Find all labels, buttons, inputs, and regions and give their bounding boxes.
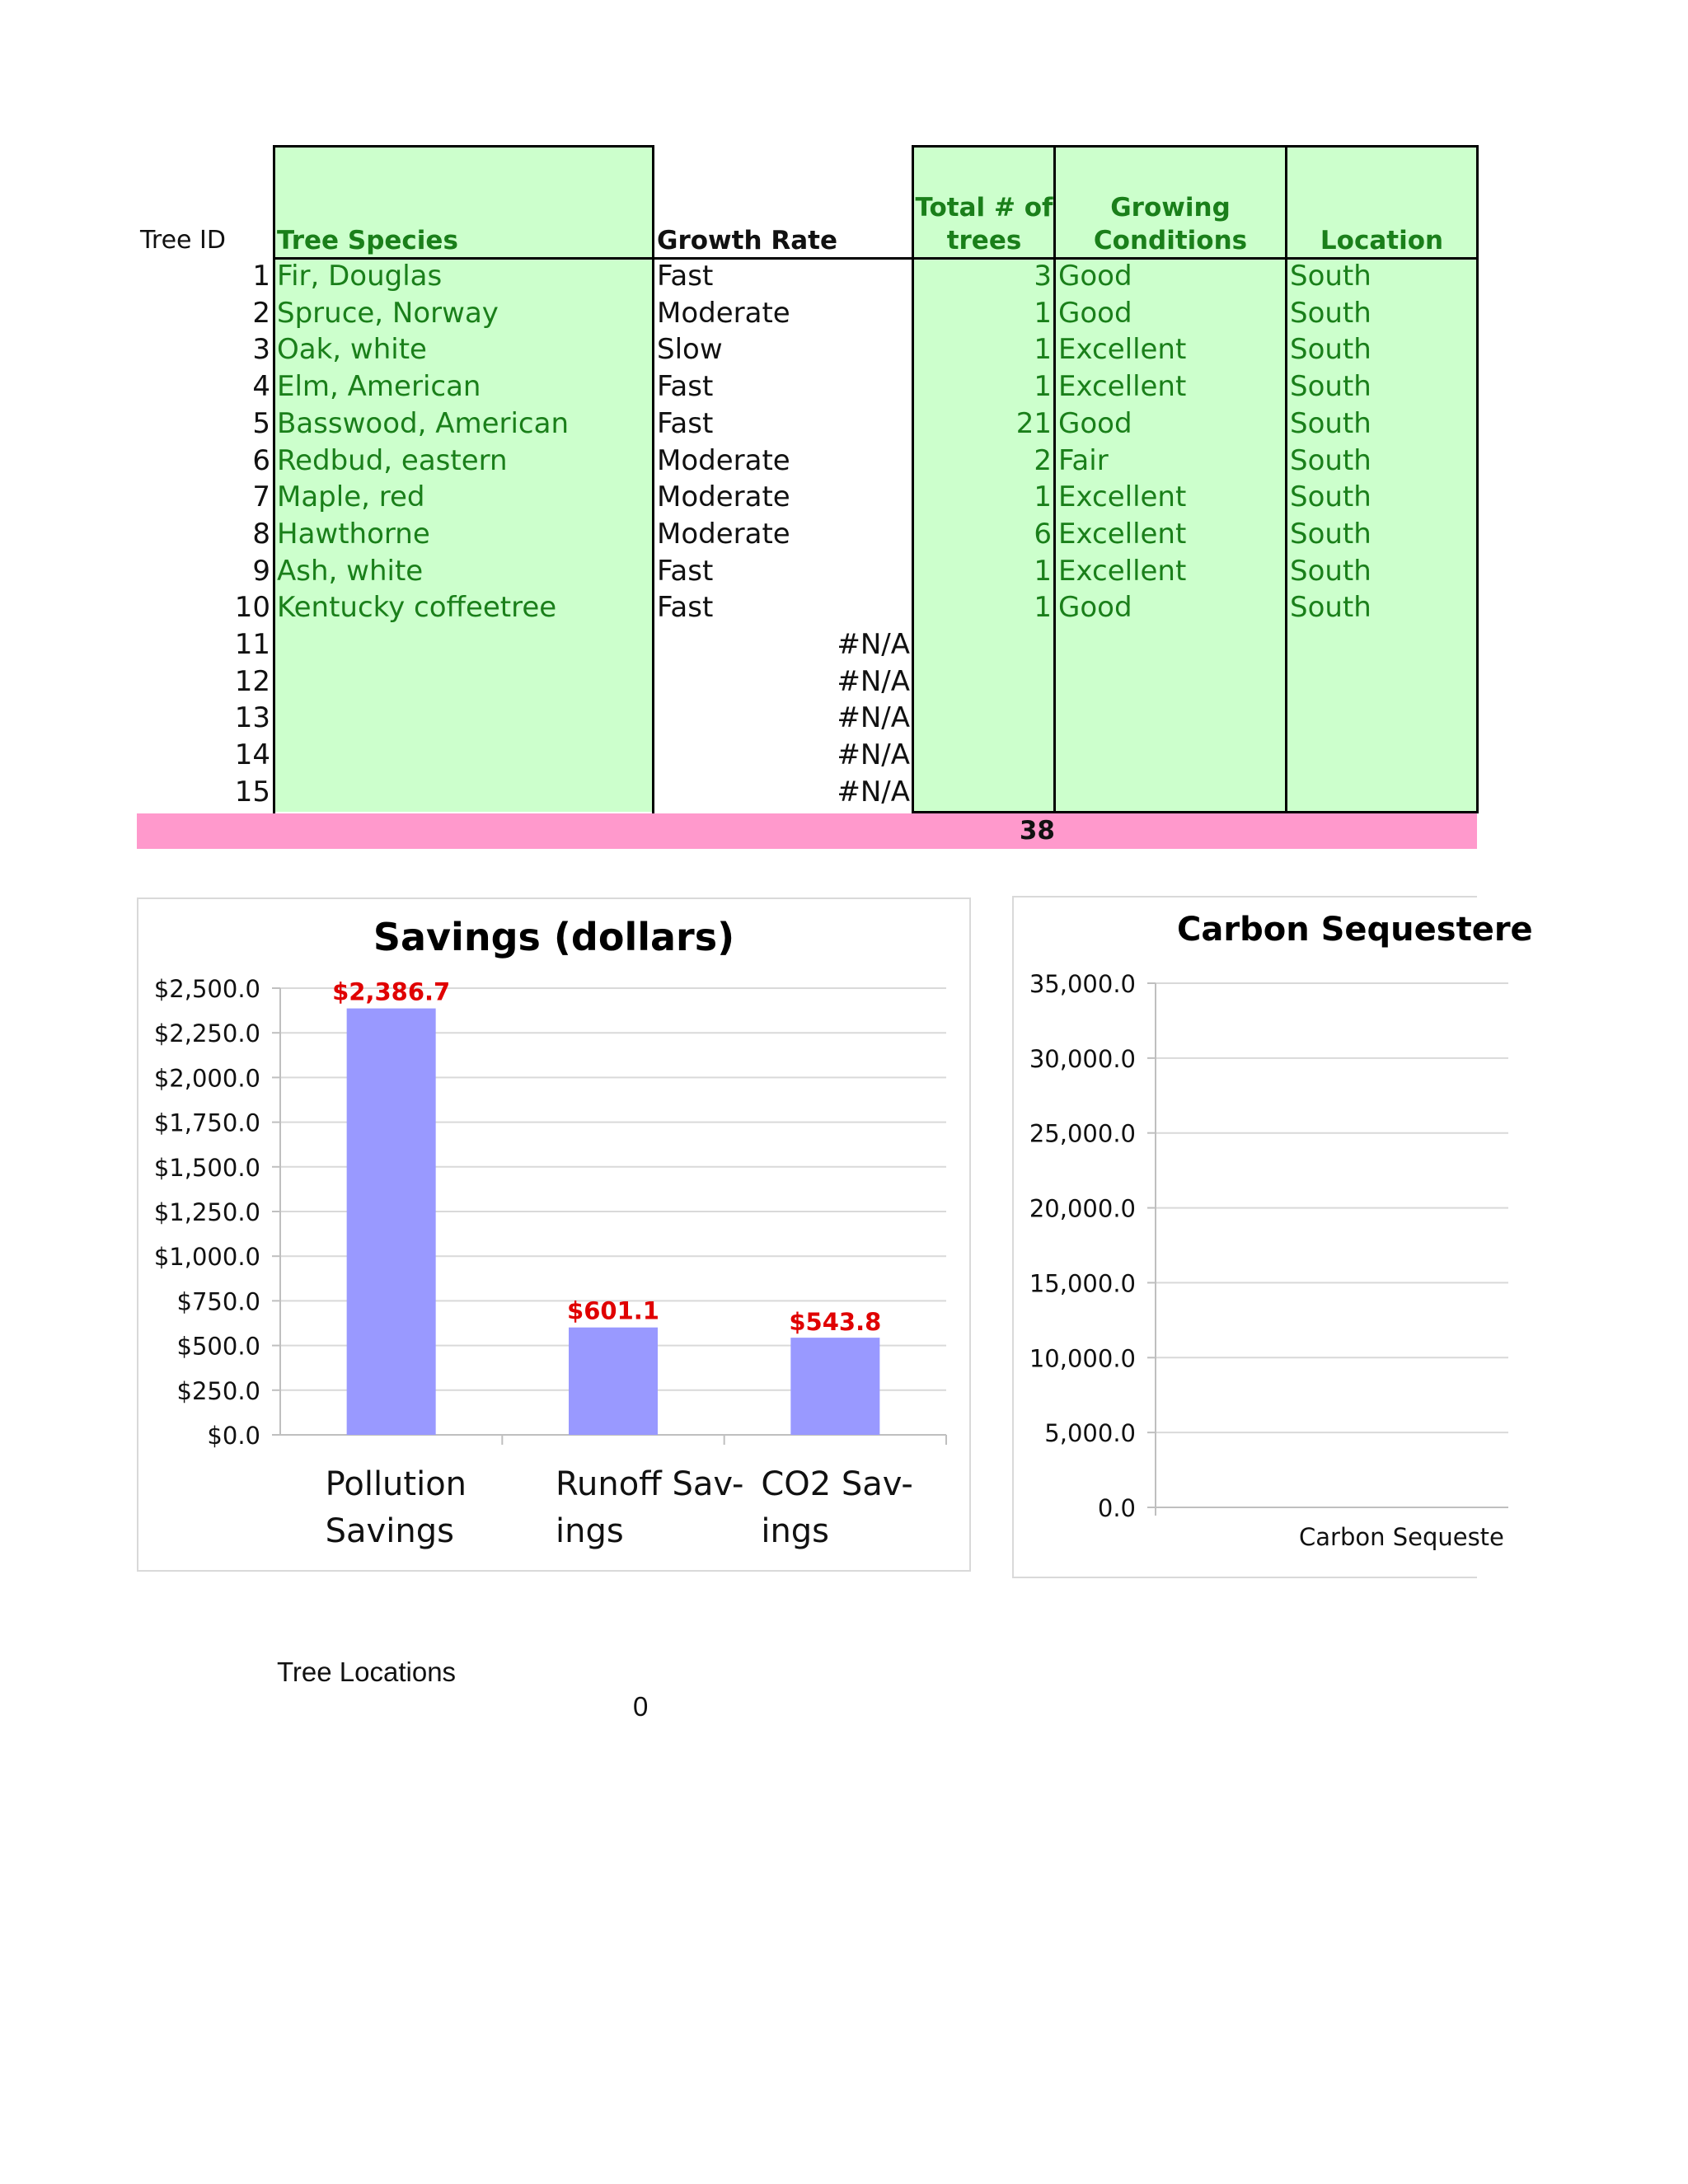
species-border-left [273,145,275,813]
y-tick-label: $1,250.0 [153,1198,260,1226]
row-tree-id: 1 [252,260,270,293]
group-border-right [1476,145,1479,813]
chart-title: Savings (dollars) [373,915,735,959]
category-label: Runoff Sav- [556,1465,744,1503]
tree-locations-value: 0 [633,1691,649,1722]
row-growing-conditions: Good [1058,591,1132,625]
data-label-3: $543.8 [789,1308,882,1337]
row-growing-conditions: Good [1058,260,1132,293]
header-total-trees-line2: trees [946,226,1022,255]
row-tree-id: 8 [252,517,270,551]
row-tree-id: 5 [252,406,270,440]
row-tree-id: 7 [252,480,270,514]
data-label-2: $601.1 [567,1296,659,1325]
row-growing-conditions: Excellent [1058,517,1187,551]
grand-total-value: 38 [1019,816,1055,846]
row-total-trees: 1 [1034,554,1052,588]
savings-chart-svg [138,899,969,1570]
row-tree-species [277,737,649,774]
data-label-1: $2,386.7 [332,977,451,1006]
y-tick-label: $2,500.0 [153,975,260,1003]
y-tick-label: $250.0 [176,1376,260,1405]
row-na-value: #N/A [837,775,910,808]
category-label: Carbon Sequeste [1299,1523,1504,1551]
row-growing-conditions: Good [1058,296,1132,330]
y-tick-label: 0.0 [1097,1494,1136,1522]
row-growing-conditions [1058,700,1282,737]
row-tree-id: 13 [234,701,270,735]
row-na-value: #N/A [837,738,910,772]
row-location: South [1290,260,1372,293]
row-tree-id: 4 [252,370,270,404]
row-location: South [1290,480,1372,514]
row-total-trees: 1 [1034,296,1052,330]
row-total-trees: 1 [1034,370,1052,404]
row-na-value [791,516,910,553]
row-tree-species: Oak, white [277,333,427,367]
row-tree-species: Basswood, American [277,406,569,440]
species-border-right [652,145,654,813]
y-tick-label: 20,000.0 [1029,1194,1136,1223]
y-tick-label: $1,000.0 [153,1243,260,1272]
row-tree-species [277,774,649,811]
row-tree-id: 11 [234,628,270,661]
row-growing-conditions [1058,737,1282,774]
carbon-chart [1012,896,1533,1578]
header-growing-conditions-line1: Growing [1110,193,1231,223]
row-location: South [1290,406,1372,440]
category-label: ings [556,1512,624,1550]
y-tick-label: $750.0 [176,1287,260,1316]
bar-1 [347,1009,436,1435]
row-tree-id: 10 [234,591,270,625]
row-growing-conditions: Excellent [1058,333,1187,367]
row-location: South [1290,591,1372,625]
row-tree-species: Elm, American [277,370,481,404]
row-na-value [791,443,910,480]
row-tree-id: 2 [252,296,270,330]
row-total-trees: 6 [1034,517,1052,551]
row-tree-species: Ash, white [277,554,424,588]
row-growth-rate: Fast [657,370,714,404]
row-tree-species: Fir, Douglas [277,260,443,293]
row-growing-conditions [1058,774,1282,811]
y-tick-label: 5,000.0 [1044,1419,1136,1448]
row-tree-species: Maple, red [277,480,425,514]
carbon-chart-svg [1014,898,1533,1577]
group-border-top [912,145,1479,148]
y-tick-label: $500.0 [176,1332,260,1361]
category-label: Savings [325,1512,454,1550]
row-tree-id: 15 [234,775,270,808]
row-tree-species: Redbud, eastern [277,443,508,477]
row-tree-id: 9 [252,554,270,588]
row-na-value [791,553,910,590]
row-location: South [1290,517,1372,551]
category-label: ings [761,1512,830,1550]
row-tree-species [277,663,649,701]
category-label: Pollution [325,1465,467,1503]
row-total-trees [915,626,1052,663]
row-na-value: #N/A [837,628,910,661]
row-growth-rate: Fast [657,260,714,293]
row-location [1290,700,1475,737]
row-tree-id: 14 [234,738,270,772]
row-growing-conditions: Excellent [1058,554,1187,588]
header-total-trees-line1: Total # of [915,193,1053,223]
row-growth-rate: Fast [657,406,714,440]
row-growing-conditions: Good [1058,406,1132,440]
savings-chart [137,898,971,1572]
row-total-trees [915,700,1052,737]
header-tree-species: Tree Species [277,226,458,255]
row-location [1290,737,1475,774]
y-tick-label: $2,000.0 [153,1064,260,1093]
y-tick-label: 30,000.0 [1029,1044,1136,1073]
row-growing-conditions [1058,663,1282,701]
row-tree-species: Hawthorne [277,517,430,551]
y-tick-label: $0.0 [207,1422,260,1450]
row-tree-species [277,700,649,737]
row-growth-rate: Moderate [657,443,790,477]
row-growth-rate: Moderate [657,517,790,551]
row-total-trees: 3 [1034,260,1052,293]
tree-locations-label: Tree Locations [277,1657,457,1687]
row-total-trees [915,663,1052,701]
row-growth-rate: Fast [657,554,714,588]
row-tree-id: 12 [234,664,270,698]
row-total-trees: 21 [1015,406,1052,440]
header-growth-rate: Growth Rate [657,226,837,255]
row-na-value: #N/A [837,664,910,698]
carbon-chart-title: Carbon Sequestere [1177,911,1533,949]
row-total-trees: 2 [1034,443,1052,477]
row-growing-conditions: Excellent [1058,370,1187,404]
row-total-trees: 1 [1034,333,1052,367]
row-location: South [1290,296,1372,330]
row-na-value [791,589,910,626]
row-location [1290,663,1475,701]
row-na-value: #N/A [837,701,910,735]
row-total-trees [915,737,1052,774]
group-border-left [912,145,914,813]
row-tree-species: Kentucky coffeetree [277,591,557,625]
category-label: CO2 Sav- [761,1465,913,1503]
row-growth-rate: Fast [657,591,714,625]
row-location [1290,626,1475,663]
row-na-value [791,368,910,405]
row-total-trees: 1 [1034,480,1052,514]
row-tree-id: 3 [252,333,270,367]
bar-3 [790,1338,879,1435]
row-total-trees [915,774,1052,811]
row-growth-rate: Moderate [657,480,790,514]
row-location: South [1290,333,1372,367]
grand-total-bar [137,813,1477,849]
y-tick-label: $1,750.0 [153,1108,260,1137]
row-na-value [791,295,910,332]
y-tick-label: 10,000.0 [1029,1344,1136,1373]
row-growing-conditions: Excellent [1058,480,1187,514]
row-growing-conditions [1058,626,1282,663]
species-border-top [274,145,654,148]
row-tree-id: 6 [252,443,270,477]
row-growth-rate: Moderate [657,296,790,330]
header-tree-id: Tree ID [140,226,226,255]
row-location: South [1290,554,1372,588]
row-location: South [1290,370,1372,404]
row-na-value [791,331,910,368]
row-total-trees: 1 [1034,591,1052,625]
row-location: South [1290,443,1372,477]
y-tick-label: $2,250.0 [153,1019,260,1048]
row-growing-conditions: Fair [1058,443,1109,477]
row-na-value [791,479,910,516]
row-na-value [791,405,910,443]
row-tree-species [277,626,649,663]
row-location [1290,774,1475,811]
row-na-value [791,258,910,295]
row-growth-rate: Slow [657,333,723,367]
header-growing-conditions-line2: Conditions [1093,226,1248,255]
y-tick-label: 35,000.0 [1029,970,1136,998]
y-tick-label: $1,500.0 [153,1153,260,1182]
header-location: Location [1320,226,1444,255]
y-tick-label: 15,000.0 [1029,1269,1136,1298]
row-tree-species: Spruce, Norway [277,296,499,330]
bar-2 [569,1328,658,1435]
y-tick-label: 25,000.0 [1029,1119,1136,1148]
